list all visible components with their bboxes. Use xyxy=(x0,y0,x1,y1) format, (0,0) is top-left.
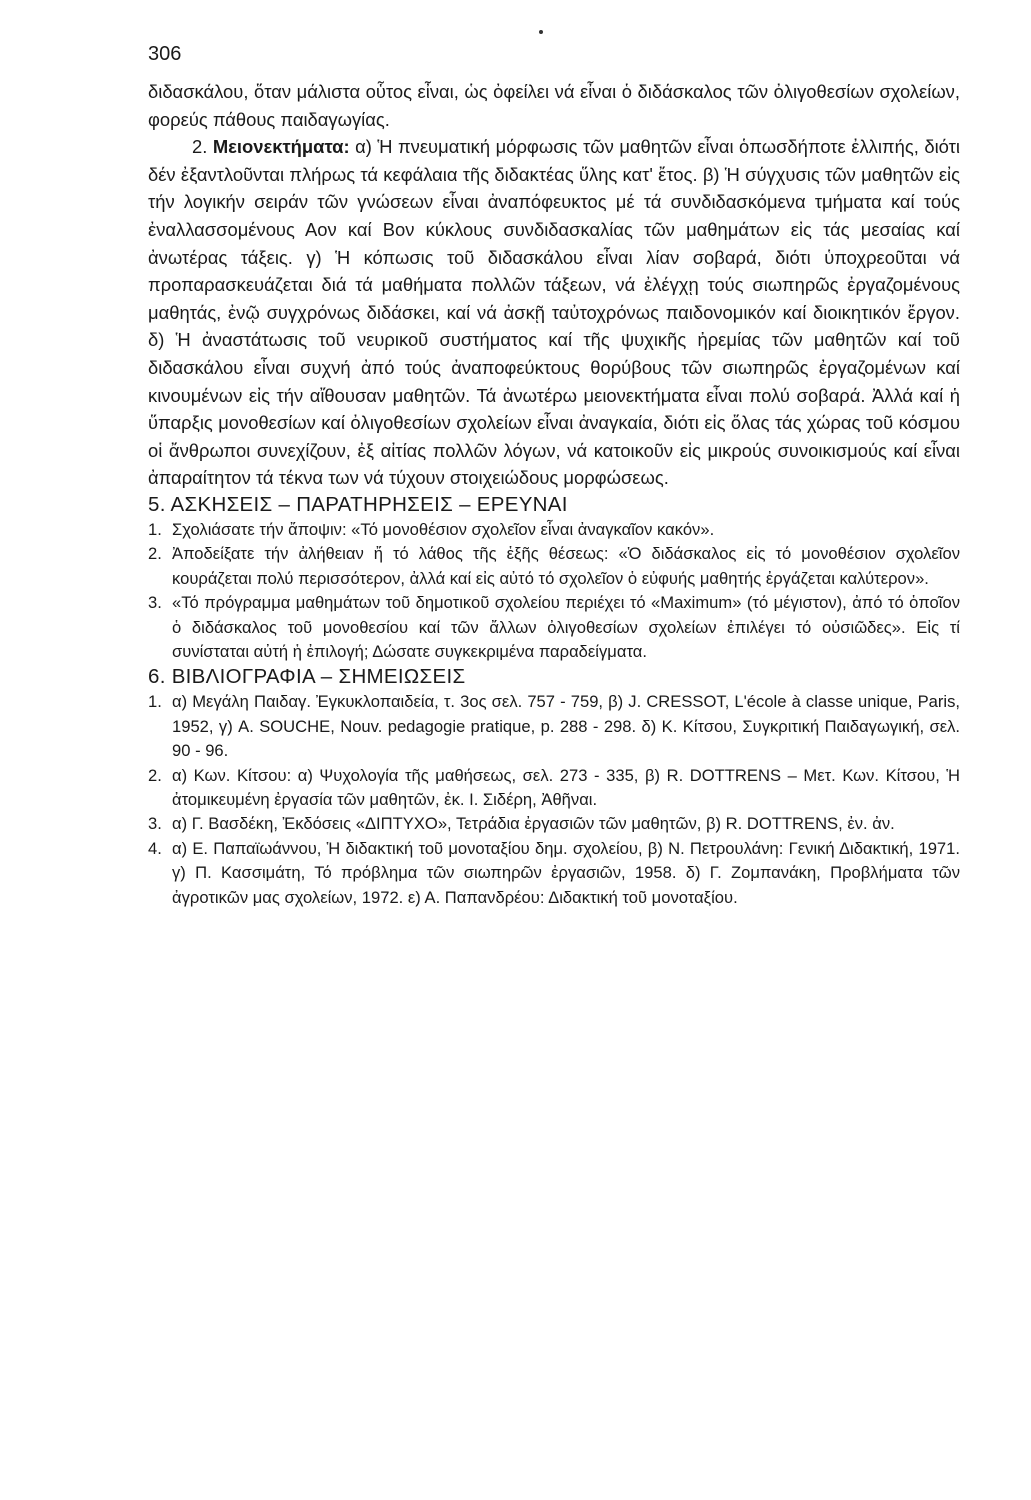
paragraph-continuation: διδασκάλου, ὅταν μάλιστα οὗτος εἶναι, ὡς ὀφείλει νά εἶναι ὁ διδάσκαλος τῶν ὀλιγοθεσίων σχολείων, φορεύς πάθους παιδαγωγίας. xyxy=(148,81,960,130)
document-page xyxy=(148,40,960,910)
list-item xyxy=(148,518,960,542)
item-number: 4. xyxy=(148,838,162,858)
item-text: α) Κων. Κίτσου: α) Ψυχολογία τῆς μαθήσεως, σελ. 273 - 335, β) R. DOTTRENS – Μετ. Κων. Κίτσου, Ἡ ἀτομικευμένη ἐργασία τῶν μαθητῶν, ἐκ. Ι. Σιδέρη, Ἀθῆναι. xyxy=(172,765,960,809)
item-number: 3. xyxy=(148,814,162,834)
item-number: 1. xyxy=(148,692,162,712)
page-number: 306 xyxy=(148,43,182,65)
item-number: 2. xyxy=(148,765,162,785)
disadvantages-text: α) Ἡ πνευματική μόρφωσις τῶν μαθητῶν εἶναι ὁπωσδήποτε ἐλλιπής, διότι δέν ἐξαντλοῦνται πλήρως τά κεφάλαια τῆς διδακτέας ὕλης κατ' ἔτος. β) Ἡ σύγχυσις τῶν μαθητῶν εἰς τήν λογικήν σειράν τῶν γνώσεων εἶναι ἀναπόφευκτος μέ τά συνδιδασκόμενα τμήματα καί τούς ἐναλλασσομένους Αον καί Βον κύκλους συνδιδασκαλίας τῶν μαθημάτων εἰς τάς μεσαίας καί ἀνωτέρας τάξεις. γ) Ἡ κόπωσις τοῦ διδασκάλου εἶναι λίαν σοβαρά, διότι ὑποχρεοῦται νά προπαρασκευάζεται διά τά μαθήματα πολλῶν τάξεων, νά ἐλέγχῃ τούς σιωπηρῶς ἐργαζομένους μαθητάς, ἐνῷ συγχρόνως διδάσκει, καί νά ἀσκῇ ταὐτοχρόνως παιδονομικόν καί διοικητικόν ἔργον. δ) Ἡ ἀναστάτωσις τοῦ νευρικοῦ συστήματος καί τῆς ψυχικῆς ἠρεμίας τῶν μαθητῶν καί τοῦ διδασκάλου εἶναι συχνή ἀπό τούς ἀναποφεύκτους θορύβους τῶν σιωπηρῶς ἐργαζομένων καί κινουμένων εἰς τήν αἴθουσαν μαθητῶν. Τά ἀνωτέρω μειονεκτήματα εἶναι πολύ σοβαρά. Ἀλλά καί ἡ ὕπαρξις μονοθεσίων καί ὀλιγοθεσίων σχολείων εἶναι ἀναγκαία, διότι εἰς ὅλας τάς χώρας τοῦ κόσμου οἱ ἄνθρωποι συνεχίζουν, ἐξ αἰτίας πολλῶν λόγων, νά κατοικοῦν εἰς μικρούς συνοικισμούς καί εἶναι ἀπαραίτητον τά τέκνα των νά τύχουν στοιχειώδους μορφώσεως. xyxy=(148,136,960,489)
paragraph-number: 2. xyxy=(192,136,208,158)
section-5-title: 5. ΑΣΚΗΣΕΙΣ – ΠΑΡΑΤΗΡΗΣΕΙΣ – ΕΡΕΥΝΑΙ xyxy=(148,492,568,516)
item-number: 2. xyxy=(148,544,162,564)
item-text: Ἀποδείξατε τήν ἀλήθειαν ἤ τό λάθος τῆς ἑξῆς θέσεως: «Ὁ διδάσκαλος εἰς τό μονοθέσιον σχολεῖον κουράζεται πολύ περισσότερον, ἀλλά καί εἰς αὐτό τό σχολεῖον ὁ εὐφυής μαθητής ἐργάζεται καλύτερον». xyxy=(172,544,960,588)
exercises-list xyxy=(148,518,960,664)
paragraph-disadvantages xyxy=(148,133,960,492)
item-text: α) Μεγάλη Παιδαγ. Ἐγκυκλοπαιδεία, τ. 3ος σελ. 757 - 759, β) J. CRESSOT, L'école à classe unique, Paris, 1952, γ) A. SOUCHE, Nouv. pedagogie pratique, p. 288 - 298. δ) Κ. Κίτσου, Συγκριτική Παιδαγωγική, σελ. 90 - 96. xyxy=(172,692,960,761)
list-item xyxy=(148,591,960,664)
item-text: α) Ε. Παπαϊωάννου, Ἡ διδακτική τοῦ μονοταξίου δημ. σχολείου, β) Ν. Πετρουλάνη: Γενική Διδακτική, 1971. γ) Π. Κασσιμάτη, Τό πρόβλημα τῶν σιωπηρῶν ἐργασιῶν, 1958. δ) Γ. Ζομπανάκη, Προβλήματα τῶν ἀγροτικῶν μας σχολείων, 1972. ε) Α. Παπανδρέου: Διδακτική τοῦ μονοταξίου. xyxy=(172,838,960,907)
list-item xyxy=(148,764,960,813)
print-speck xyxy=(539,30,543,34)
list-item xyxy=(148,812,960,836)
section-6-title: 6. ΒΙΒΛΙΟΓΡΑΦΙΑ – ΣΗΜΕΙΩΣΕΙΣ xyxy=(148,665,466,689)
list-item xyxy=(148,542,960,591)
bibliography-list xyxy=(148,690,960,910)
item-text: «Τό πρόγραμμα μαθημάτων τοῦ δημοτικοῦ σχολείου περιέχει τό «Maximum» (τό μέγιστον), ἀπό τό ὁποῖον ὁ διδάσκαλος τοῦ μονοθεσίου καί τῶν ἄλλων ὀλιγοθεσίων σχολείων ἐπιλέγει τό οὐσιῶδες». Εἰς τί συνίσταται αὐτή ἡ ἐπιλογή; Δώσατε συγκεκριμένα παραδείγματα. xyxy=(172,593,960,661)
item-number: 3. xyxy=(148,593,162,613)
item-number: 1. xyxy=(148,519,162,539)
list-item xyxy=(148,690,960,763)
disadvantages-heading: Μειονεκτήματα: xyxy=(212,136,350,158)
item-text: Σχολιάσατε τήν ἄποψιν: «Τό μονοθέσιον σχολεῖον εἶναι ἀναγκαῖον κακόν». xyxy=(172,519,715,539)
item-text: α) Γ. Βασδέκη, Ἐκδόσεις «ΔΙΠΤΥΧΟ», Τετράδια ἐργασιῶν τῶν μαθητῶν, β) R. DOTTRENS, ἐν. ἀν. xyxy=(172,814,895,834)
list-item xyxy=(148,837,960,910)
